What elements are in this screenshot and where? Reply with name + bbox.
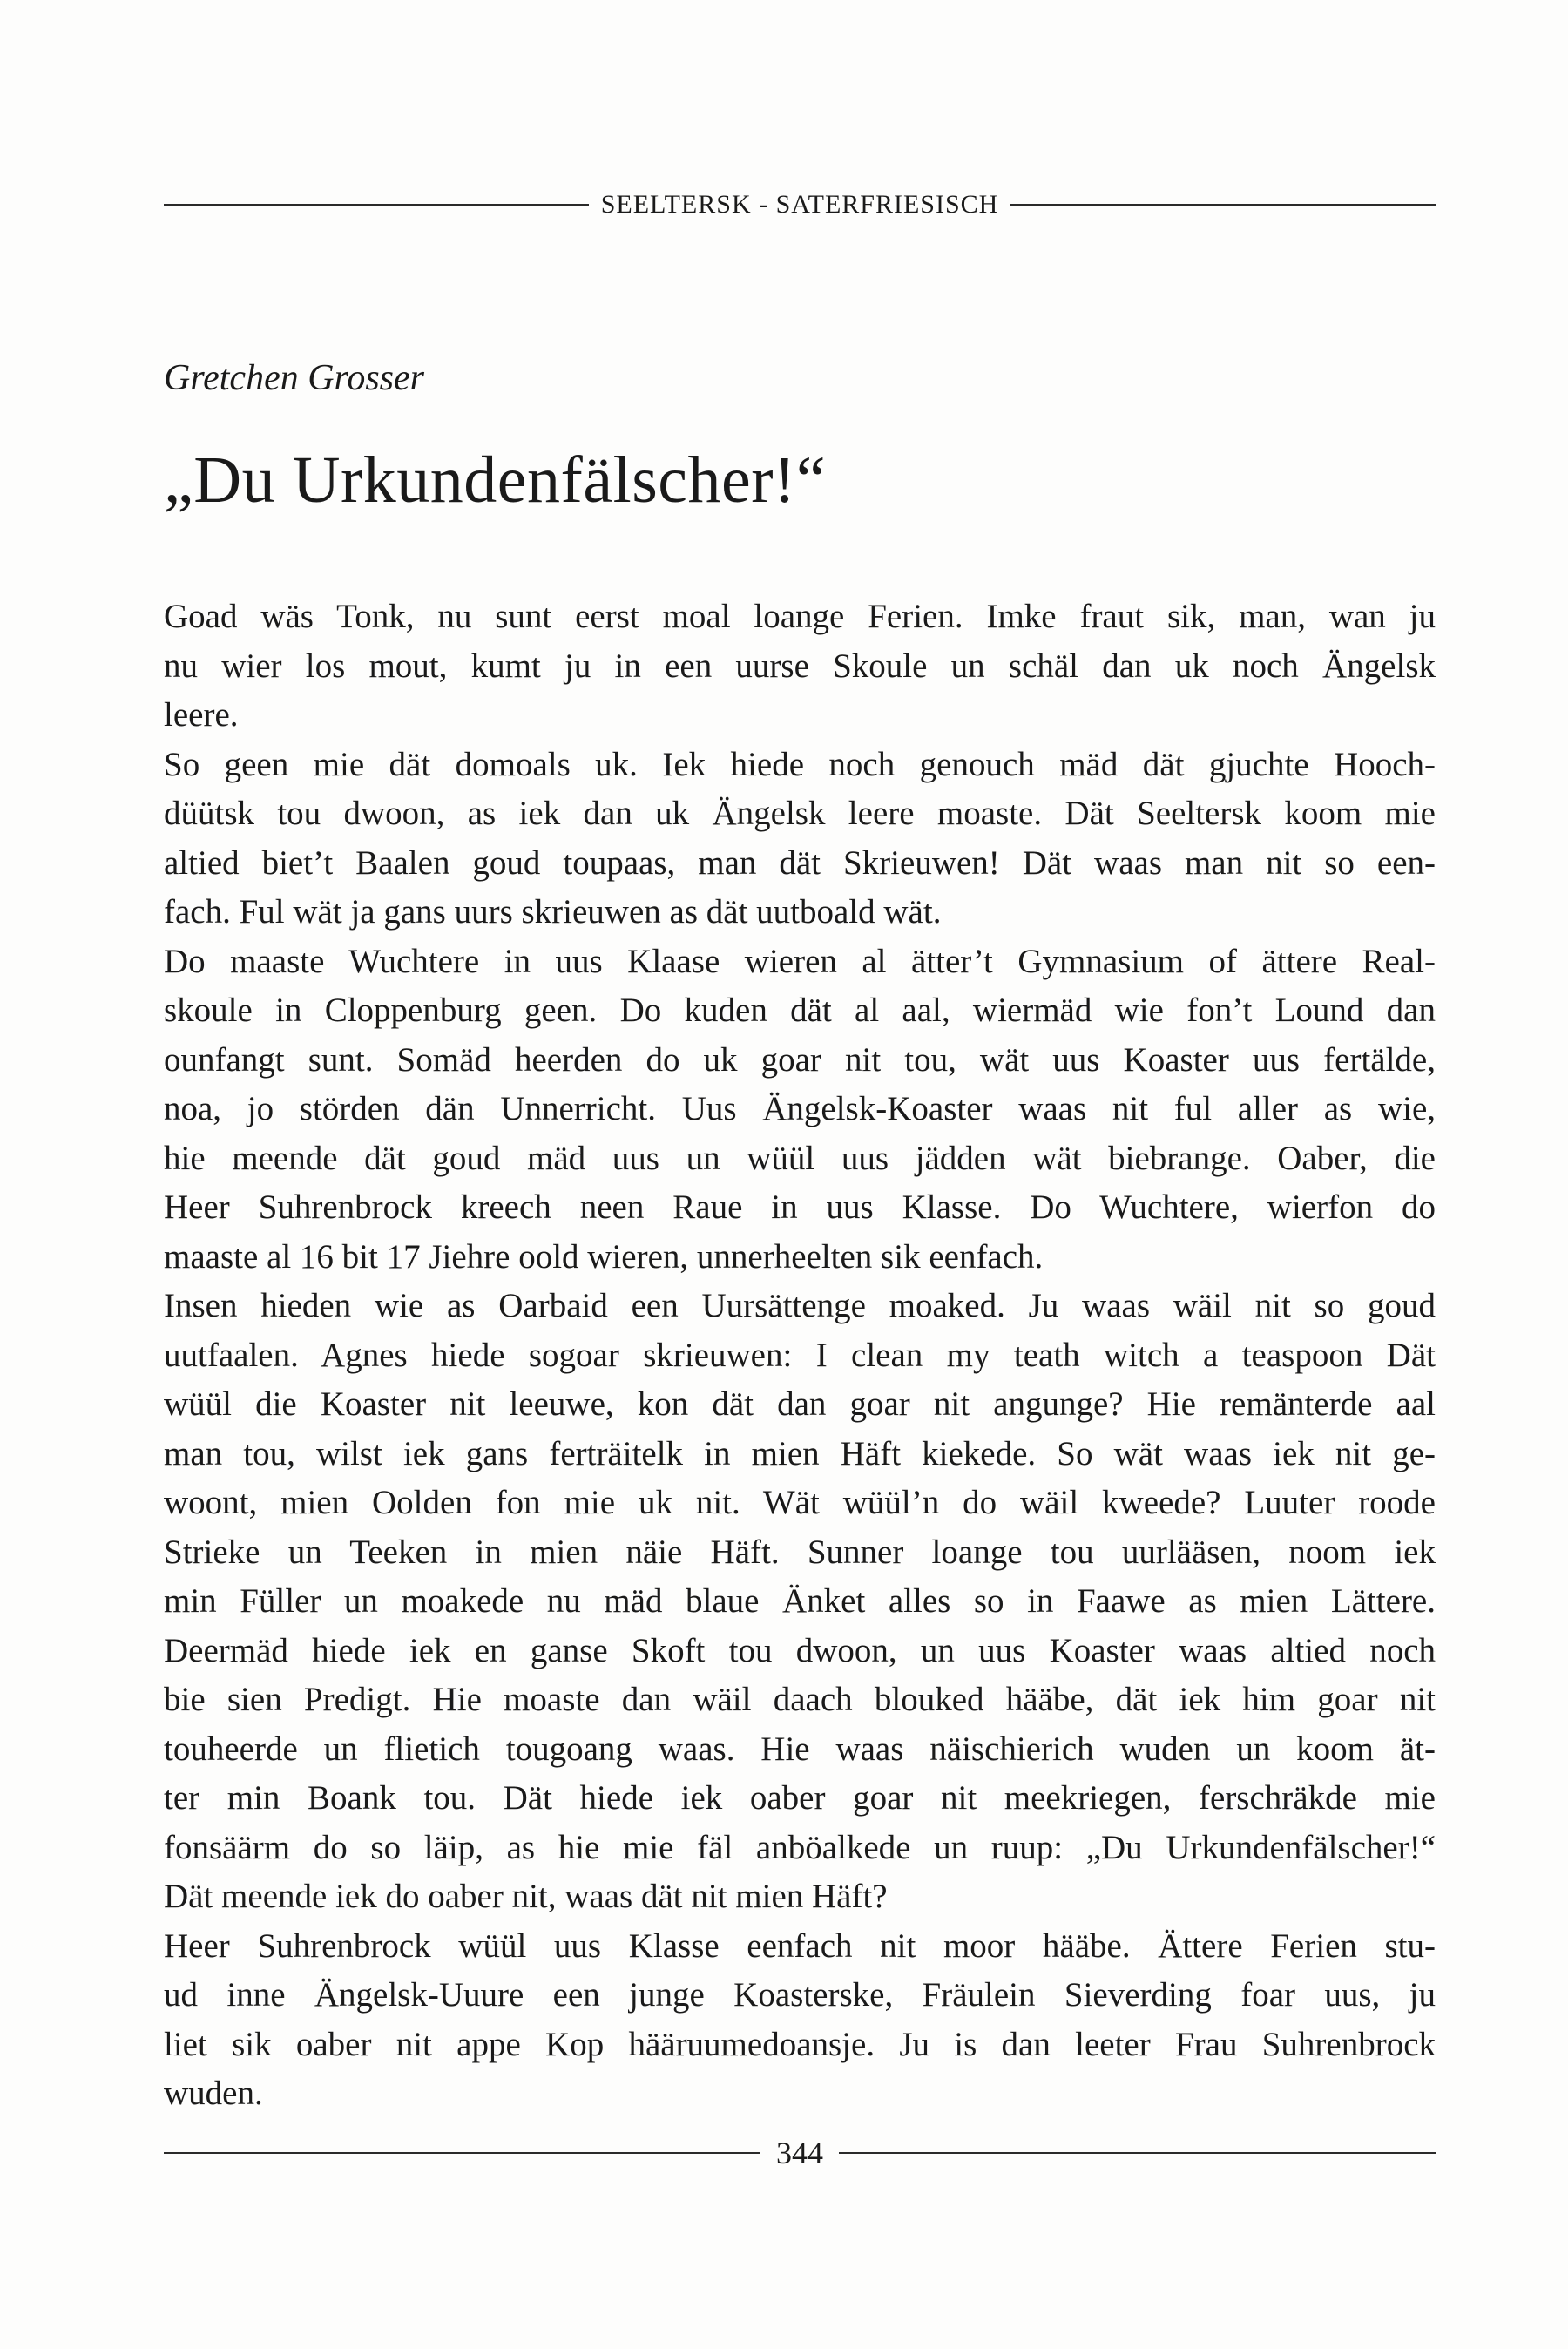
text-line: ter min Boank tou. Dät hiede iek oaber goar nit meekriegen, ferschräkde mie — [164, 1779, 1436, 1817]
author-name: Gretchen Grosser — [164, 358, 425, 398]
text-line: man tou, wilst iek gans ferträitelk in mien Häft kiekede. So wät waas iek nit ge- — [164, 1434, 1436, 1472]
text-line: ounfangt sunt. Somäd heerden do uk goar nit tou, wät uus Koaster uus fertälde, — [164, 1040, 1436, 1079]
text-line: fach. Ful wät ja gans uurs skrieuwen as dät uutboald wät. — [164, 893, 942, 931]
text-line: Goad wäs Tonk, nu sunt eerst moal loange Ferien. Imke fraut sik, man, wan ju — [164, 598, 1436, 635]
text-line: woont, mien Oolden fon mie uk nit. Wät wüül’n do wäil kweede? Luuter roode — [164, 1484, 1436, 1521]
running-head-rule-right — [1010, 204, 1436, 206]
text-line: Dät meende iek do oaber nit, waas dät nit mien Häft? — [164, 1878, 888, 1915]
text-line: nu wier los mout, kumt ju in een uurse Skoule un schäl dan uk noch Ängelsk — [164, 646, 1436, 685]
text-line: Heer Suhrenbrock kreech neen Raue in uus Klasse. Do Wuchtere, wierfon do — [164, 1188, 1436, 1226]
text-line: wuden. — [164, 2075, 263, 2112]
text-line: wüül die Koaster nit leeuwe, kon dät dan goar nit angunge? Hie remänterde aal — [164, 1385, 1436, 1423]
text-line: So geen mie dät domoals uk. Iek hiede noch genouch mäd dät gjuchte Hooch- — [164, 745, 1436, 783]
running-head — [164, 190, 1436, 220]
text-line: Do maaste Wuchtere in uus Klaase wieren al ätter’t Gymnasium of ättere Real- — [164, 942, 1436, 980]
text-line: ud inne Ängelsk-Uuure een junge Koasterske, Fräulein Sieverding foar uus, ju — [164, 1976, 1436, 2014]
footer-rule-left — [164, 2152, 760, 2154]
text-line: noa, jo störden dän Unnerricht. Uus Ängelsk-Koaster waas nit ful aller as wie, — [164, 1090, 1436, 1127]
page-footer — [164, 2135, 1436, 2171]
text-line: touheerde un flietich tougoang waas. Hie waas näischierich wuden un koom ät- — [164, 1730, 1436, 1768]
footer-rule-right — [839, 2152, 1436, 2154]
text-line: liet sik oaber nit appe Kop hääruumedoansje. Ju is dan leeter Frau Suhrenbrock — [164, 2025, 1436, 2063]
text-line: fonsäärm do so läip, as hie mie fäl anböalkede un ruup: „Du Urkundenfälscher!“ — [164, 1828, 1436, 1866]
text-line: min Füller un moakede nu mäd blaue Änket alles so in Faawe as mien Lättere. — [164, 1582, 1436, 1620]
text-line: Insen hieden wie as Oarbaid een Uursättenge moaked. Ju waas wäil nit so goud — [164, 1287, 1436, 1324]
text-line: leere. — [164, 696, 239, 734]
text-line: Deermäd hiede iek en ganse Skoft tou dwoon, un uus Koaster waas altied noch — [164, 1631, 1436, 1669]
text-line: maaste al 16 bit 17 Jiehre oold wieren, unnerheelten sik eenfach. — [164, 1237, 1044, 1276]
running-head-text: SEELTERSK - SATERFRIESISCH — [600, 190, 999, 219]
page-number: 344 — [776, 2136, 823, 2170]
text-line: Strieke un Teeken in mien näie Häft. Sunner loange tou uurlääsen, noom iek — [164, 1533, 1436, 1571]
running-head-rule-left — [164, 204, 589, 206]
text-line: skoule in Cloppenburg geen. Do kuden dät al aal, wiermäd wie fon’t Lound dan — [164, 992, 1436, 1029]
text-line: altied biet’t Baalen goud toupaas, man dät Skrieuwen! Dät waas man nit so een- — [164, 843, 1436, 882]
text-line: düütsk tou dwoon, as iek dan uk Ängelsk leere moaste. Dät Seeltersk koom mie — [164, 795, 1436, 832]
article-title: „Du Urkundenfälscher!“ — [164, 443, 827, 517]
text-line: uutfaalen. Agnes hiede sogoar skrieuwen: I clean my teath witch a teaspoon Dät — [164, 1336, 1436, 1374]
text-line: bie sien Predigt. Hie moaste dan wäil daach blouked hääbe, dät iek him goar nit — [164, 1681, 1436, 1718]
text-line: hie meende dät goud mäd uus un wüül uus jädden wät biebrange. Oaber, die — [164, 1139, 1436, 1177]
article-body — [164, 592, 1436, 2119]
text-line: Heer Suhrenbrock wüül uus Klasse eenfach nit moor hääbe. Ättere Ferien stu- — [164, 1926, 1436, 1965]
